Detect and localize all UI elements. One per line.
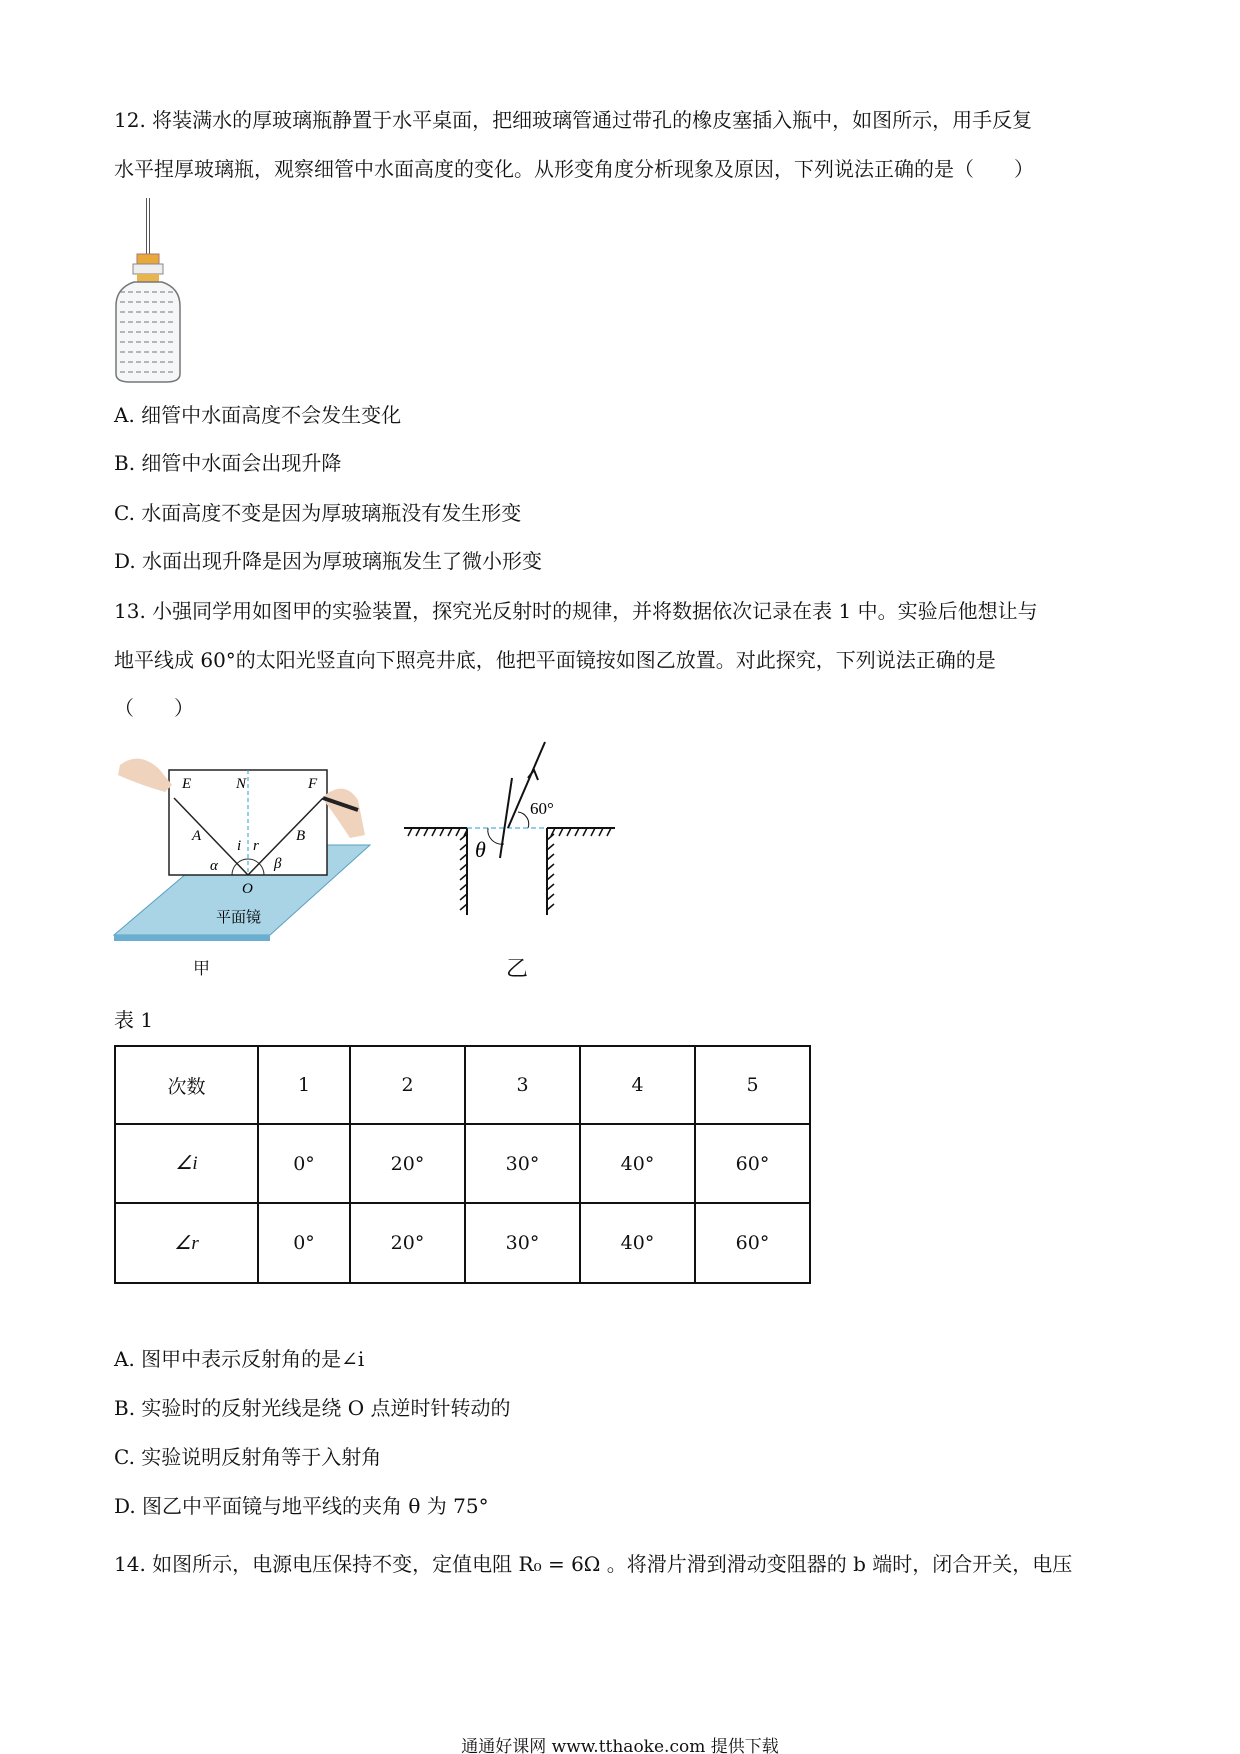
figure-jia-caption: 甲 <box>193 959 210 979</box>
label-beta: β <box>274 856 282 872</box>
q13-option-b: B. 实验时的反射光线是绕 O 点逆时针转动的 <box>114 1396 511 1420</box>
q12-option-b: B. 细管中水面会出现升降 <box>114 451 342 475</box>
table-cell: ∠r <box>115 1203 258 1283</box>
q14-stem-line1: 14. 如图所示，电源电压保持不变，定值电阻 R₀ = 6Ω 。将滑片滑到滑动变阻器的 b 端时，闭合开关，电压 <box>114 1552 1073 1576</box>
table-cell: 40° <box>580 1203 695 1283</box>
figure-yi-caption: 乙 <box>506 957 529 982</box>
table-cell: 20° <box>350 1124 465 1203</box>
table-cell: 0° <box>258 1203 350 1283</box>
q12-option-d: D. 水面出现升降是因为厚玻璃瓶发生了微小形变 <box>114 549 543 573</box>
q13-stem-line2: 地平线成 60°的太阳光竖直向下照亮井底，他把平面镜按如图乙放置。对此探究，下列说法正确的是 <box>114 648 996 672</box>
data-table <box>114 1045 811 1284</box>
table-cell: 3 <box>465 1046 580 1124</box>
table-cell: 5 <box>695 1046 810 1124</box>
table-cell: 40° <box>580 1124 695 1203</box>
q13-option-d: D. 图乙中平面镜与地平线的夹角 θ 为 75° <box>114 1494 489 1518</box>
table-cell: 0° <box>258 1124 350 1203</box>
label-e: E <box>182 776 192 792</box>
table-row <box>115 1124 810 1203</box>
label-alpha: α <box>210 858 218 874</box>
label-f: F <box>308 776 318 792</box>
label-b: B <box>296 828 306 844</box>
label-mirror: 平面镜 <box>216 910 262 926</box>
table-cell: 1 <box>258 1046 350 1124</box>
q12-option-c: C. 水面高度不变是因为厚玻璃瓶没有发生形变 <box>114 501 522 525</box>
theta-label: θ <box>475 837 486 862</box>
table-cell: 60° <box>695 1203 810 1283</box>
label-n: N <box>236 776 247 792</box>
table-header-row <box>115 1046 810 1124</box>
table-cell: 4 <box>580 1046 695 1124</box>
q12-stem-line2: 水平捏厚玻璃瓶，观察细管中水面高度的变化。从形变角度分析现象及原因，下列说法正确的是（ ） <box>114 157 1034 181</box>
table-cell: 30° <box>465 1124 580 1203</box>
q13-option-a: A. 图甲中表示反射角的是∠i <box>114 1347 365 1371</box>
q13-stem-line3: （ ） <box>114 696 194 720</box>
table-cell: ∠i <box>115 1124 258 1203</box>
figure-yi-well-mirror <box>400 740 620 925</box>
bottle-figure <box>110 196 190 386</box>
table-cell: 60° <box>695 1124 810 1203</box>
table-cell: 30° <box>465 1203 580 1283</box>
table-cell: 2 <box>350 1046 465 1124</box>
table-cell: 20° <box>350 1203 465 1283</box>
label-o: O <box>242 881 253 897</box>
label-a: A <box>192 828 202 844</box>
q12-stem-line1: 12. 将装满水的厚玻璃瓶静置于水平桌面，把细玻璃管通过带孔的橡皮塞插入瓶中，如图所示，用手反复 <box>114 108 1033 132</box>
figure-jia-reflection-setup <box>110 740 380 960</box>
angle-60-label: 60° <box>530 799 554 818</box>
table-cell: 次数 <box>115 1046 258 1124</box>
q12-option-a: A. 细管中水面高度不会发生变化 <box>114 403 402 427</box>
label-i: i <box>237 838 242 854</box>
q13-stem-line1: 13. 小强同学用如图甲的实验装置，探究光反射时的规律，并将数据依次记录在表 1 中。实验后他想让与 <box>114 599 1038 623</box>
table-title: 表 1 <box>114 1008 154 1032</box>
footer-watermark: 通通好课网 www.tthaoke.com 提供下载 <box>461 1737 779 1754</box>
label-r: r <box>253 838 259 854</box>
q13-option-c: C. 实验说明反射角等于入射角 <box>114 1445 382 1469</box>
table-row <box>115 1203 810 1283</box>
